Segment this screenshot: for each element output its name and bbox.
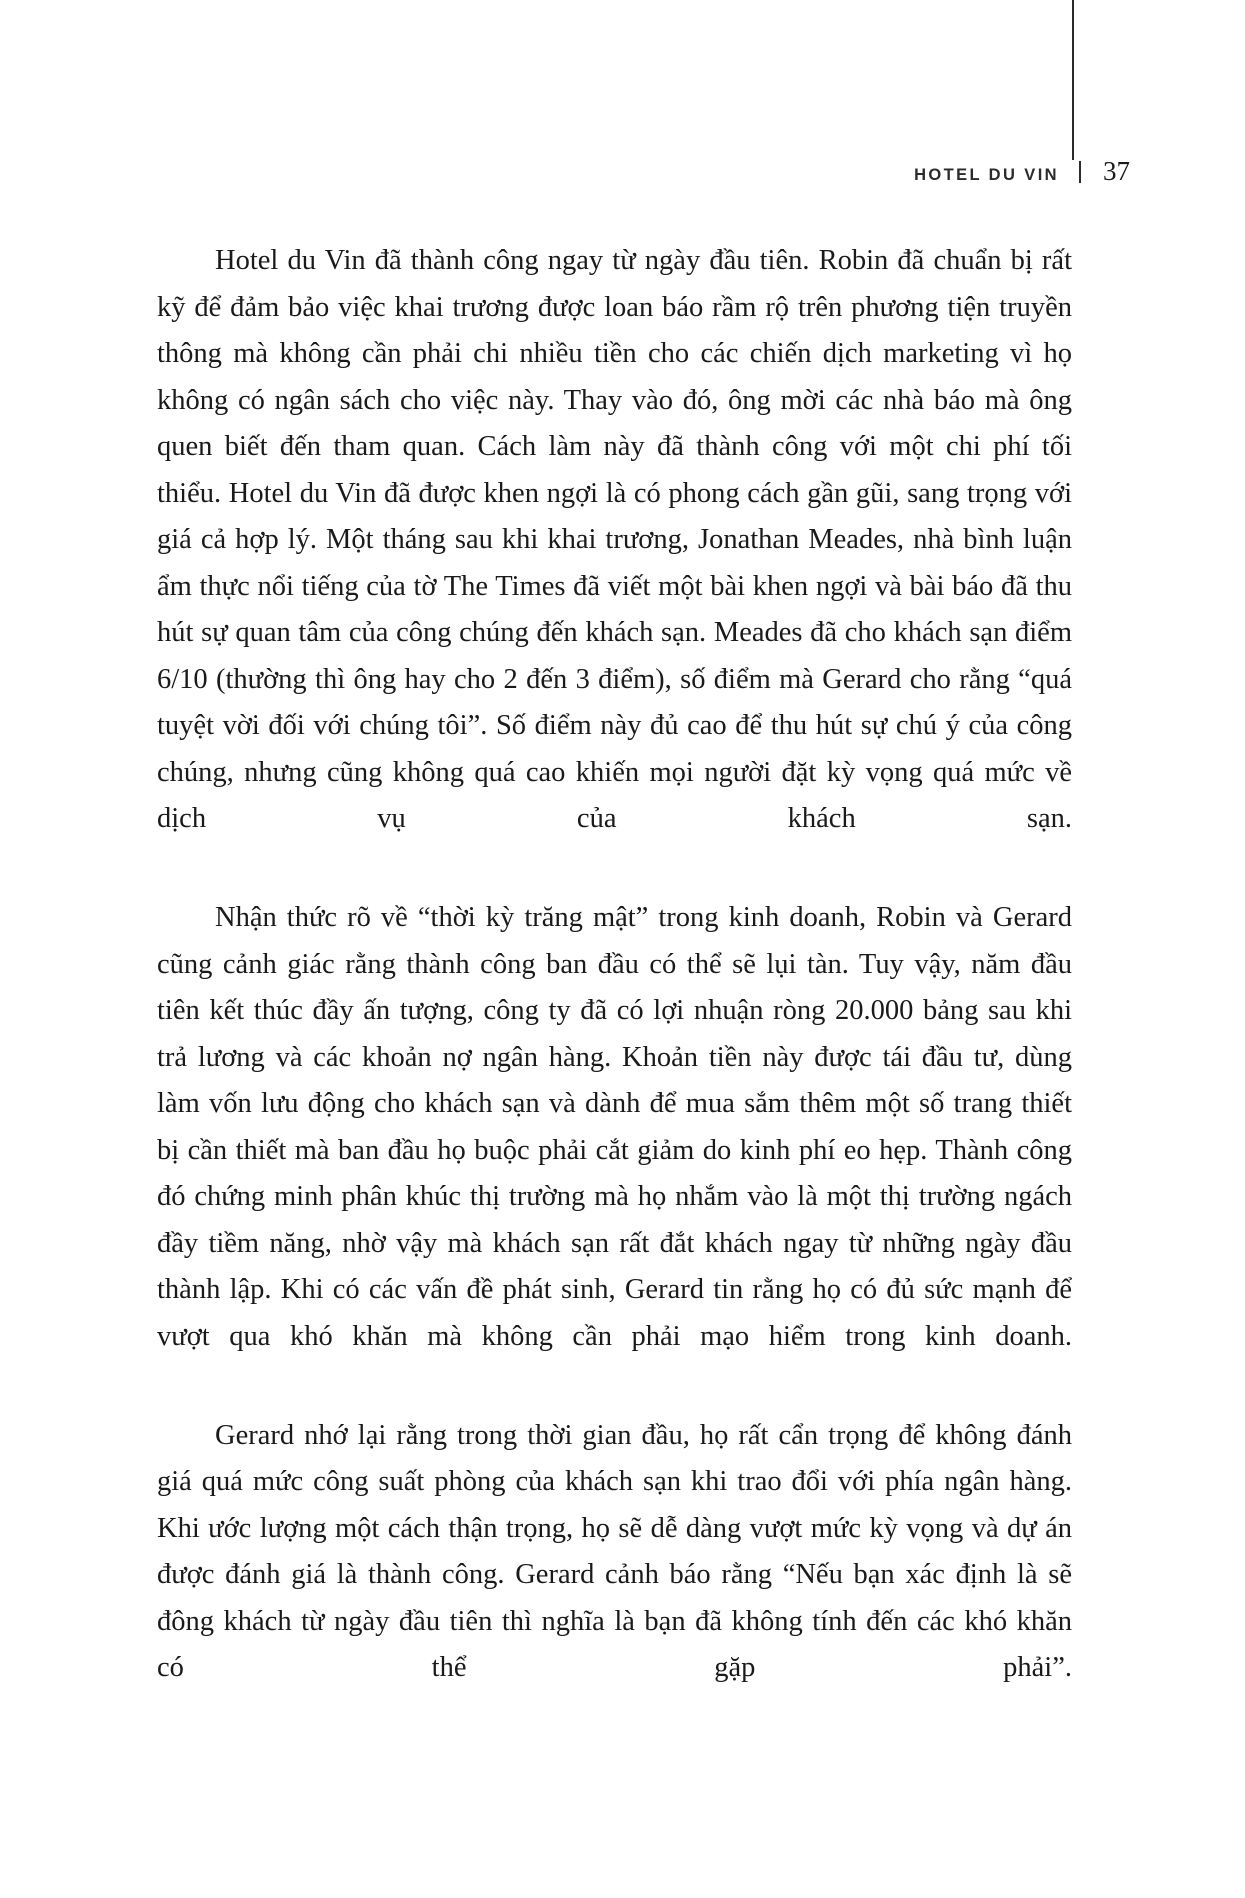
paragraph: Hotel du Vin đã thành công ngay từ ngày đầu tiên. Robin đã chuẩn bị rất kỹ để đảm bảo việc khai trương được loan báo rầm rộ trên phương tiện truyền thông mà không cần phải chi nhiều tiền cho các chiến dịch marketing vì họ không có ngân sách cho việc này. Thay vào đó, ông mời các nhà báo mà ông quen biết đến tham quan. Cách làm này đã thành công với một chi phí tối thiểu. Hotel du Vin đã được khen ngợi là có phong cách gần gũi, sang trọng với giá cả hợp lý. Một tháng sau khi khai trương, Jonathan Meades, nhà bình luận ẩm thực nổi tiếng của tờ The Times đã viết một bài khen ngợi và bài báo đã thu hút sự quan tâm của công chúng đến khách sạn. Meades đã cho khách sạn điểm 6/10 (thường thì ông hay cho 2 đến 3 điểm), số điểm mà Gerard cho rằng “quá tuyệt vời đối với chúng tôi”. Số điểm này đủ cao để thu hút sự chú ý của công chúng, nhưng cũng không quá cao khiến mọi người đặt kỳ vọng quá mức về dịch vụ của khách sạn. [157,245,1072,834]
paragraph: Nhận thức rõ về “thời kỳ trăng mật” trong kinh doanh, Robin và Gerard cũng cảnh giác rằng thành công ban đầu có thể sẽ lụi tàn. Tuy vậy, năm đầu tiên kết thúc đầy ấn tượng, công ty đã có lợi nhuận ròng 20.000 bảng sau khi trả lương và các khoản nợ ngân hàng. Khoản tiền này được tái đầu tư, dùng làm vốn lưu động cho khách sạn và dành để mua sắm thêm một số trang thiết bị cần thiết mà ban đầu họ buộc phải cắt giảm do kinh phí eo hẹp. Thành công đó chứng minh phân khúc thị trường mà họ nhắm vào là một thị trường ngách đầy tiềm năng, nhờ vậy mà khách sạn rất đắt khách ngay từ những ngày đầu thành lập. Khi có các vấn đề phát sinh, Gerard tin rằng họ có đủ sức mạnh để vượt qua khó khăn mà không cần phải mạo hiểm trong kinh doanh. [157,902,1072,1352]
running-head-separator-icon [1079,161,1081,183]
running-head-title: HOTEL DU VIN [914,166,1059,184]
vertical-rule-icon [1072,0,1074,160]
page-number: 37 [1103,156,1130,186]
running-head [0,158,1130,185]
paragraph: Gerard nhớ lại rằng trong thời gian đầu, họ rất cẩn trọng để không đánh giá quá mức công suất phòng của khách sạn khi trao đổi với phía ngân hàng. Khi ước lượng một cách thận trọng, họ sẽ dễ dàng vượt mức kỳ vọng và dự án được đánh giá là thành công. Gerard cảnh báo rằng “Nếu bạn xác định là sẽ đông khách từ ngày đầu tiên thì nghĩa là bạn đã không tính đến các khó khăn có thể gặp phải”. [157,1419,1072,1683]
body-text [157,238,1072,1738]
